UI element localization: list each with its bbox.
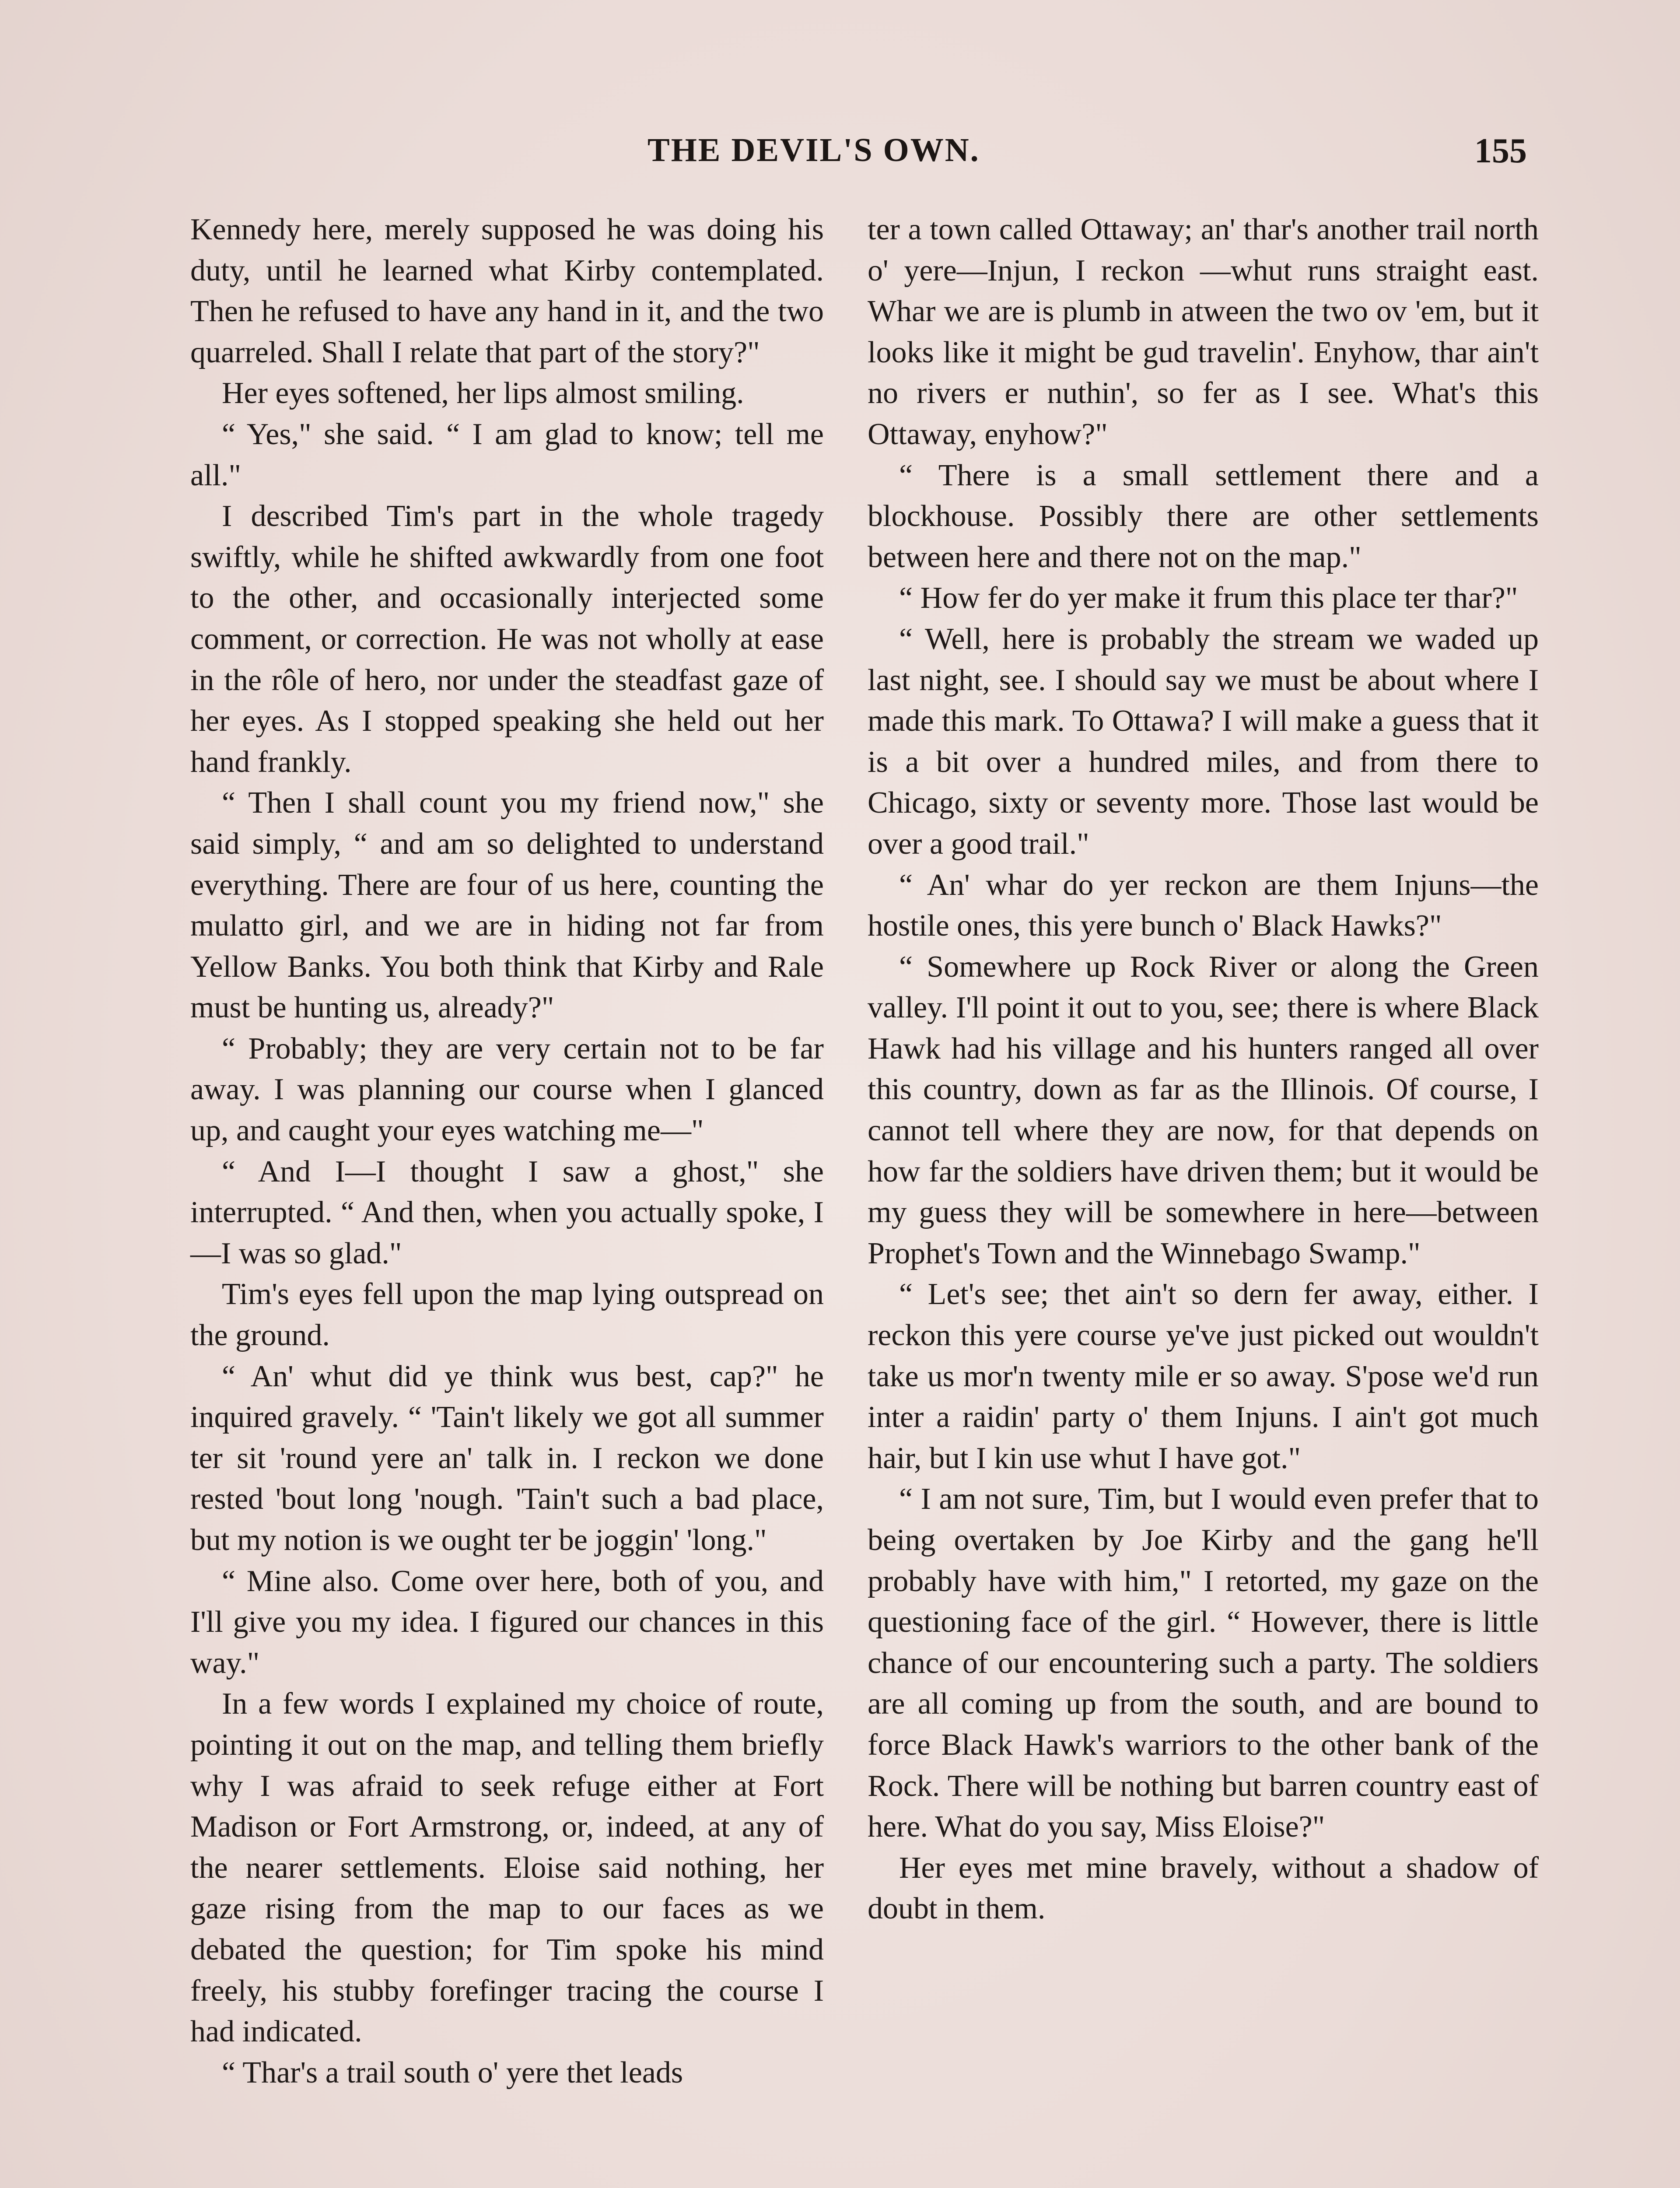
paragraph: “ Yes," she said. “ I am glad to know; tell me all." <box>190 417 824 492</box>
paragraph: In a few words I explained my choice of route, pointing it out on the map, and telling them briefly why I was afraid to seek refuge either at Fort Madison or Fort Armstrong, or, indeed, at any of the nearer settlements. Eloise said nothing, her gaze rising from the map to our faces as we debated the question; for Tim spoke his mind freely, his stubby forefinger tracing the course I had indicated. <box>190 1687 824 2049</box>
paragraph: “ There is a small settlement there and a blockhouse. Possibly there are other settlements between here and there not on the map." <box>868 458 1539 574</box>
paragraph: “ Let's see; thet ain't so dern fer away, either. I reckon this yere course ye've just picked out wouldn't take us mor'n twenty mile er so away. S'pose we'd run inter a raidin' party o' them Injuns. I ain't got much hair, but I kin use whut I have got." <box>868 1277 1539 1475</box>
paragraph: “ I am not sure, Tim, but I would even prefer that to being overtaken by Joe Kirby and the gang he'll probably have with him," I retorted, my gaze on the questioning face of the girl. “ However, there is little chance of our encountering such a party. The soldiers are all coming up from the south, and are bound to force Black Hawk's warriors to the other bank of the Rock. There will be nothing but barren country east of here. What do you say, Miss Eloise?" <box>868 1482 1539 1844</box>
paragraph: “ Well, here is probably the stream we waded up last night, see. I should say we must be about where I made this mark. To Ottawa? I will make a guess that it is a bit over a hundred miles, and from there to Chicago, sixty or seventy more. Those last would be over a good trail." <box>868 622 1539 861</box>
paragraph: “ Thar's a trail south o' yere thet leads <box>222 2055 683 2090</box>
left-column <box>190 209 824 2093</box>
paragraph: “ And I—I thought I saw a ghost," she interrupted. “ And then, when you actually spoke, I—I was so glad." <box>190 1154 824 1270</box>
paragraph: “ How fer do yer make it frum this place ter thar?" <box>899 581 1518 615</box>
paragraph: Her eyes met mine bravely, without a shadow of doubt in them. <box>868 1851 1539 1926</box>
paragraph: I described Tim's part in the whole tragedy swiftly, while he shifted awkwardly from one foot to the other, and occasionally interjected some comment, or correction. He was not wholly at ease in the rôle of hero, nor under the steadfast gaze of her eyes. As I stopped speaking she held out her hand frankly. <box>190 499 824 779</box>
page-header <box>0 131 1680 184</box>
paragraph: “ An' whar do yer reckon are them Injuns—the hostile ones, this yere bunch o' Black Hawks?" <box>868 868 1539 943</box>
paragraph: ter a town called Ottaway; an' thar's another trail north o' yere—Injun, I reckon —whut runs straight east. Whar we are is plumb in atween the two ov 'em, but it looks like it might be gud travelin'. Enyhow, thar ain't no rivers er nuthin', so fer as I see. What's this Ottaway, enyhow?" <box>868 213 1539 451</box>
running-title: THE DEVIL'S OWN. <box>648 132 980 168</box>
paragraph: Her eyes softened, her lips almost smiling. <box>222 376 744 410</box>
paragraph: “ Then I shall count you my friend now," she said simply, “ and am so delighted to understand everything. There are four of us here, counting the mulatto girl, and we are in hiding not far from Yellow Banks. You both think that Kirby and Rale must be hunting us, already?" <box>190 786 824 1025</box>
paragraph: “ An' whut did ye think wus best, cap?" he inquired gravely. “ 'Tain't likely we got all summer ter sit 'round yere an' talk in. I reckon we done rested 'bout long 'nough. 'Tain't such a bad place, but my notion is we ought ter be joggin' 'long." <box>190 1359 824 1557</box>
paragraph: “ Probably; they are very certain not to be far away. I was planning our course when I glanced up, and caught your eyes watching me—" <box>190 1031 824 1148</box>
paragraph: “ Somewhere up Rock River or along the Green valley. I'll point it out to you, see; there is where Black Hawk had his village and his hunters ranged all over this country, down as far as the Illinois. Of course, I cannot tell where they are now, for that depends on how far the soldiers have driven them; but it would be my guess they will be somewhere in here—between Prophet's Town and the Winnebago Swamp." <box>868 950 1539 1270</box>
paragraph: Tim's eyes fell upon the map lying outspread on the ground. <box>190 1277 824 1353</box>
paragraph: “ Mine also. Come over here, both of you, and I'll give you my idea. I figured our chances in this way." <box>190 1564 824 1680</box>
page-number: 155 <box>1474 132 1527 170</box>
paragraph: Kennedy here, merely supposed he was doing his duty, until he learned what Kirby contemplated. Then he refused to have any hand in it, and the two quarreled. Shall I relate that part of the story?" <box>190 213 824 369</box>
right-column <box>868 209 1539 1929</box>
